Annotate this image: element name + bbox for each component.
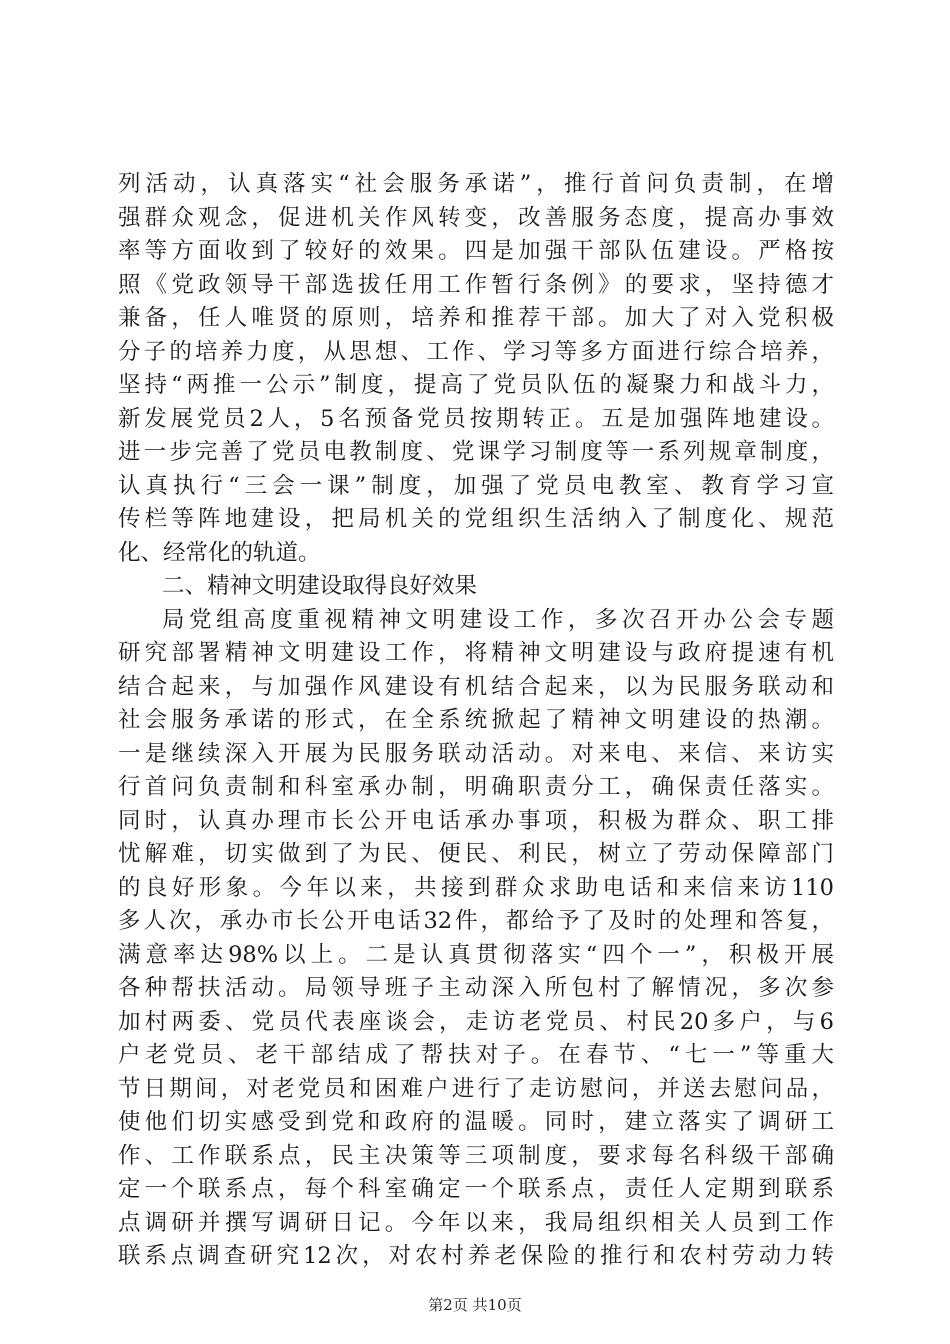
body-line: 一是继续深入开展为民服务联动活动。对来电、来信、来访实 (118, 740, 834, 767)
body-line: 研究部署精神文明建设工作，将精神文明建设与政府提速有机 (118, 640, 834, 666)
body-line: 满意率达98%以上。二是认真贯彻落实“四个一”，积极开展 (118, 941, 834, 968)
body-line: 行首问负责制和科室承办制，明确职责分工，确保责任落实。 (118, 774, 834, 800)
body-line: 定一个联系点，每个科室确定一个联系点，责任人定期到联系 (118, 1176, 834, 1202)
body-line: 照《党政领导干部选拔任用工作暂行条例》的要求，坚持德才 (118, 271, 834, 298)
body-line: 社会服务承诺的形式，在全系统掀起了精神文明建设的热潮。 (118, 707, 834, 733)
body-line: 节日期间，对老党员和困难户进行了走访慰问，并送去慰问品， (118, 1075, 834, 1102)
body-line: 结合起来，与加强作风建设有机结合起来，以为民服务联动和 (118, 673, 834, 700)
body-line: 进一步完善了党员电教制度、党课学习制度等一系列规章制度， (118, 439, 834, 465)
page-number-footer: 第2页 共10页 (428, 1296, 522, 1314)
body-line: 化、经常化的轨道。 (118, 539, 321, 566)
body-line: 点调研并撰写调研日记。今年以来，我局组织相关人员到工作 (118, 1209, 834, 1236)
body-line: 新发展党员2人，5名预备党员按期转正。五是加强阵地建设。 (118, 405, 834, 432)
body-line: 列活动，认真落实“社会服务承诺”，推行首问负责制，在增 (118, 171, 834, 197)
body-line: 各种帮扶活动。局领导班子主动深入所包村了解情况，多次参 (118, 975, 834, 1001)
body-line: 作、工作联系点，民主决策等三项制度，要求每名科级干部确 (118, 1142, 834, 1169)
section-heading: 二、精神文明建设取得良好效果 (162, 573, 478, 599)
body-line: 坚持“两推一公示”制度，提高了党员队伍的凝聚力和战斗力， (118, 372, 834, 398)
body-line: 率等方面收到了较好的效果。四是加强干部队伍建设。严格按 (118, 238, 834, 264)
body-line: 联系点调查研究12次，对农村养老保险的推行和农村劳动力转 (118, 1243, 834, 1269)
body-line: 兼备，任人唯贤的原则，培养和推荐干部。加大了对入党积极 (118, 305, 834, 331)
body-line: 忧解难，切实做到了为民、便民、利民，树立了劳动保障部门 (118, 841, 834, 867)
body-line: 同时，认真办理市长公开电话承办事项，积极为群众、职工排 (118, 807, 834, 834)
body-line: 分子的培养力度，从思想、工作、学习等多方面进行综合培养， (118, 338, 834, 365)
body-line: 传栏等阵地建设，把局机关的党组织生活纳入了制度化、规范 (118, 506, 834, 532)
body-line: 使他们切实感受到党和政府的温暖。同时，建立落实了调研工 (118, 1109, 834, 1135)
body-line: 加村两委、党员代表座谈会，走访老党员、村民20多户，与6 (118, 1008, 834, 1035)
body-line: 户老党员、老干部结成了帮扶对子。在春节、“七一”等重大 (118, 1042, 834, 1068)
body-line: 认真执行“三会一课”制度，加强了党员电教室、教育学习宣 (118, 472, 834, 499)
paragraph-first-line: 局党组高度重视精神文明建设工作，多次召开办公会专题 (162, 606, 834, 633)
body-line: 的良好形象。今年以来，共接到群众求助电话和来信来访110 (118, 874, 834, 901)
body-line: 强群众观念，促进机关作风转变，改善服务态度，提高办事效 (118, 204, 834, 231)
body-line: 多人次，承办市长公开电话32件，都给予了及时的处理和答复， (118, 908, 834, 934)
document-body (118, 168, 834, 1274)
